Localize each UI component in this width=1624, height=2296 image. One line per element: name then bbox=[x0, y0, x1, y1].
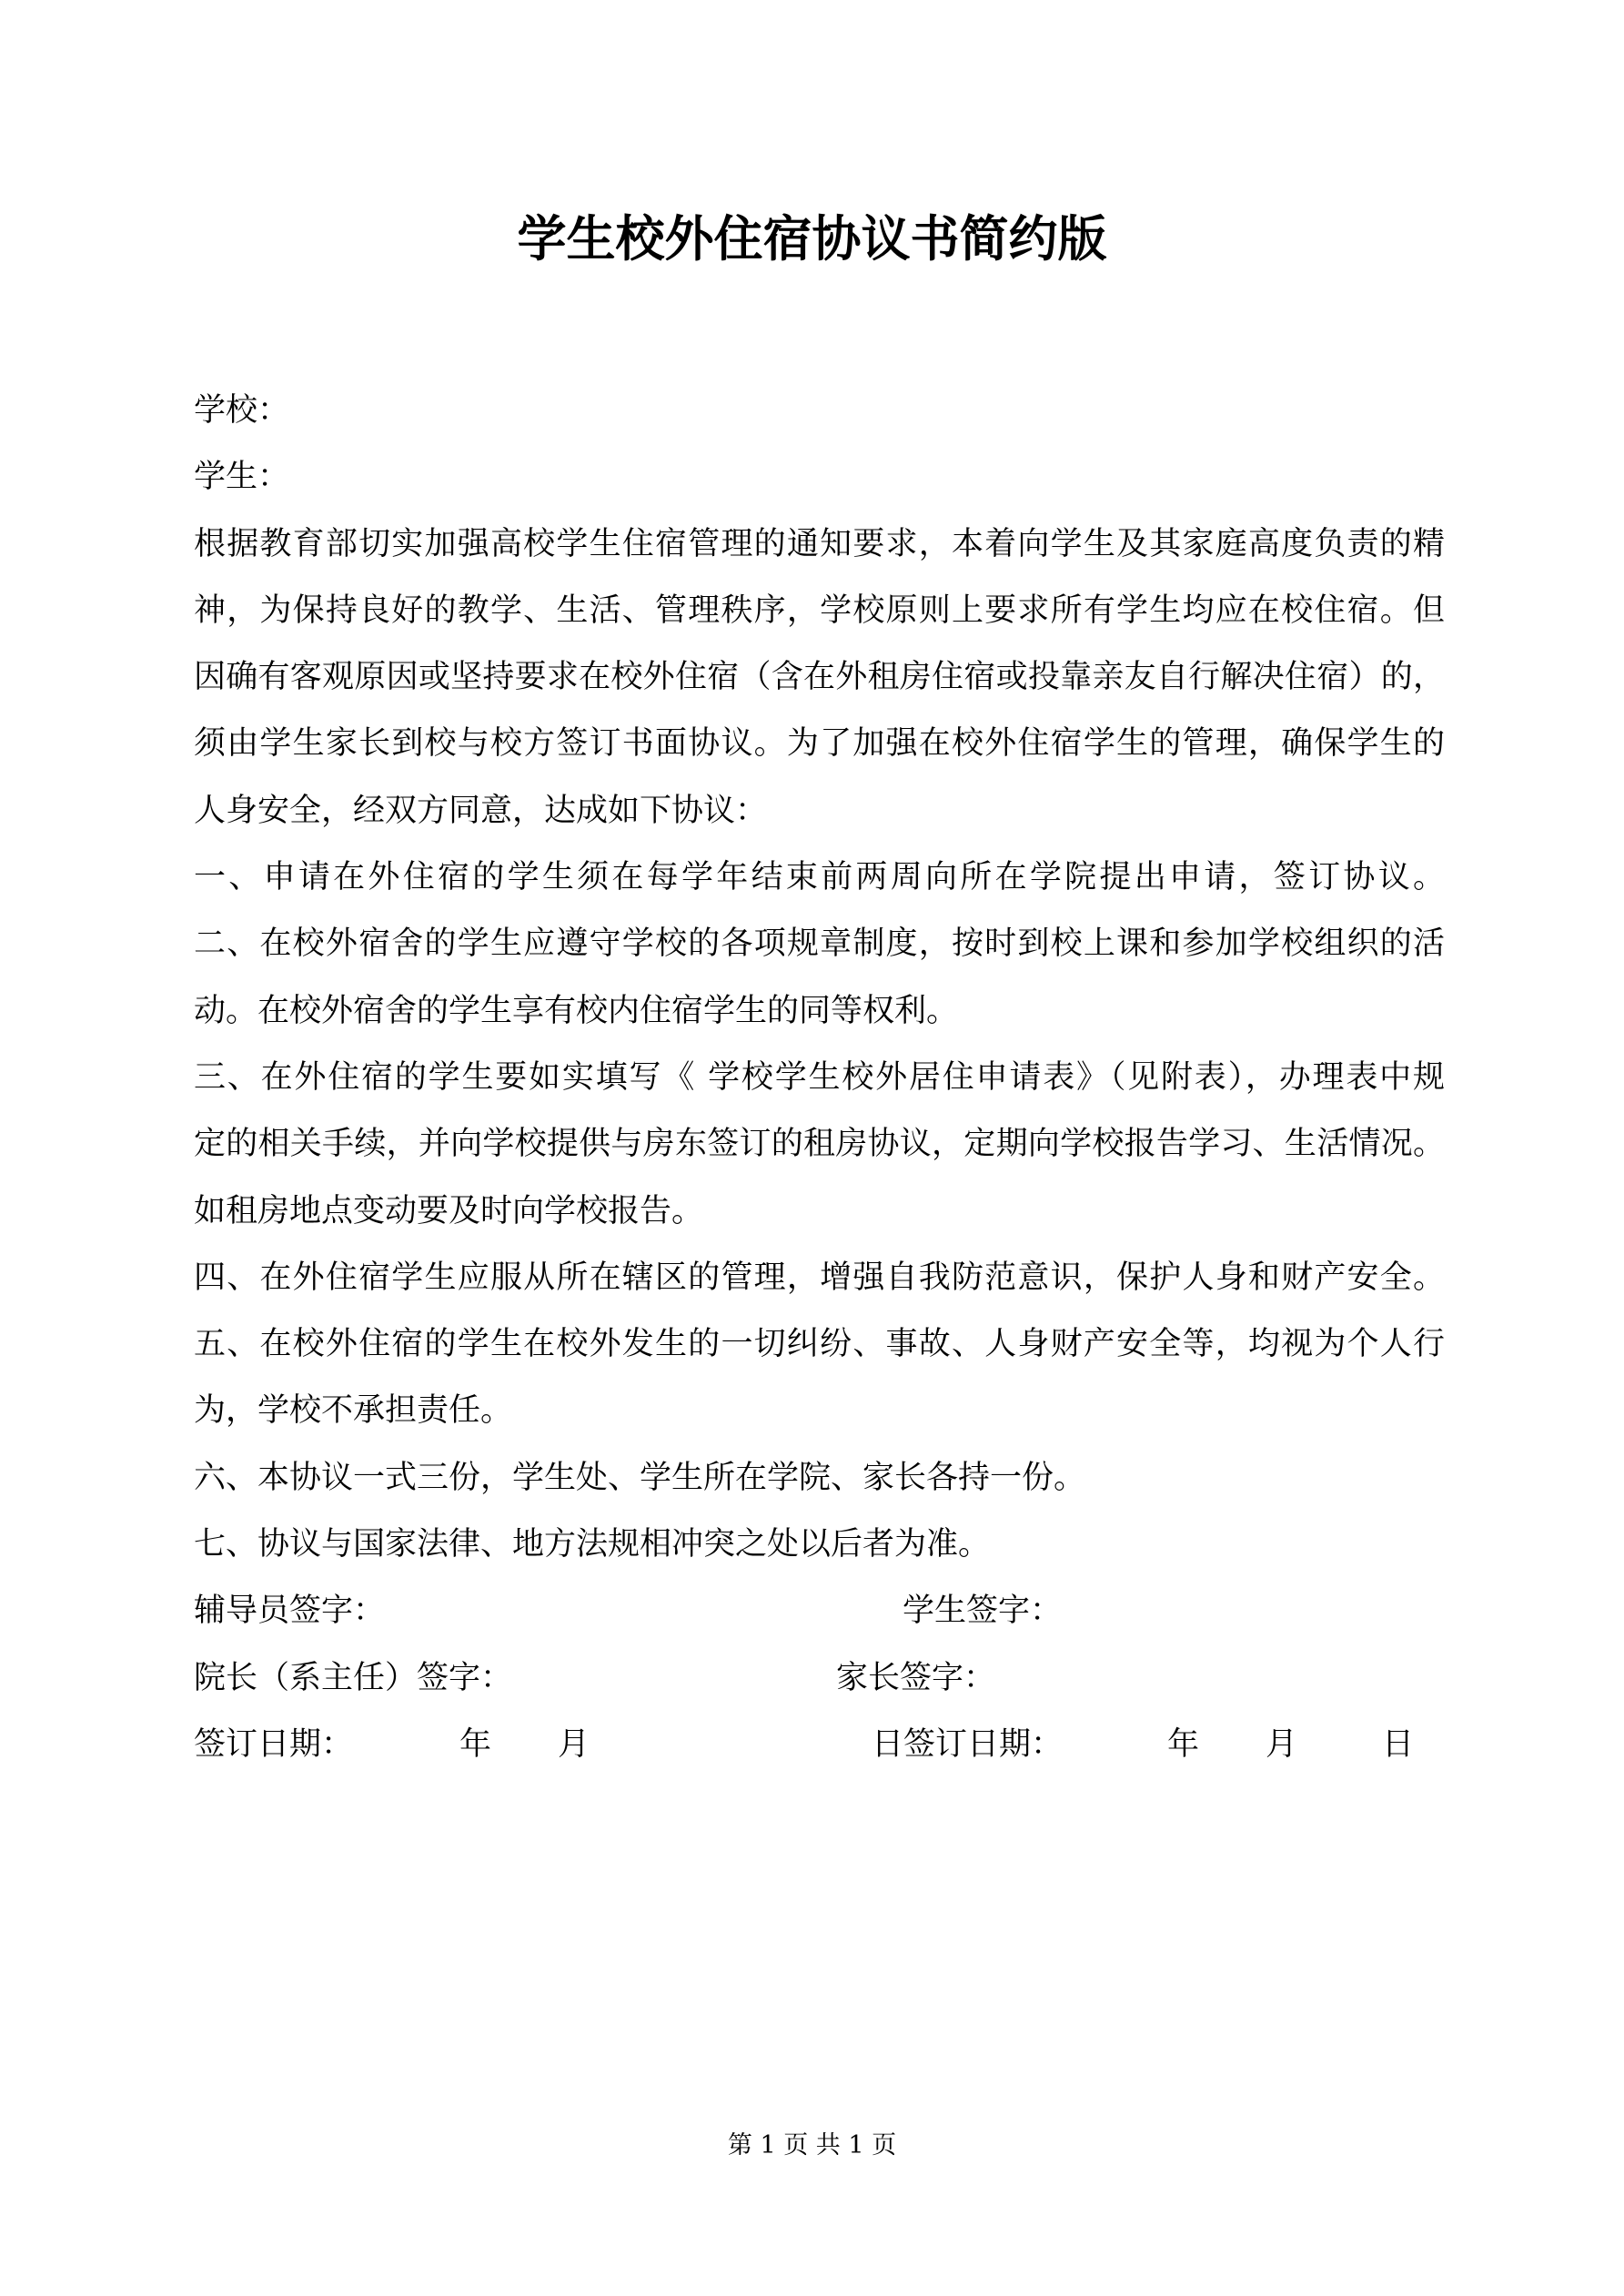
intro-paragraph bbox=[194, 511, 1445, 845]
dean-signature-label: 院长（系主任）签字： bbox=[194, 1659, 513, 1696]
month-label: 月 bbox=[558, 1725, 590, 1763]
party-school-line: 学校： bbox=[194, 392, 290, 429]
clause-line: 定的相关手续，并向学校提供与房东签订的租房协议，定期向学校报告学习、生活情况。 bbox=[194, 1126, 1445, 1163]
intro-line: 须由学生家长到校与校方签订书面协议。为了加强在校外住宿学生的管理，确保学生的 bbox=[194, 725, 1445, 763]
clause-line: 五、在校外住宿的学生在校外发生的一切纠纷、事故、人身财产安全等，均视为个人行 bbox=[194, 1326, 1445, 1363]
intro-line: 人身安全，经双方同意，达成如下协议： bbox=[194, 792, 768, 829]
clause-line: 三、在外住宿的学生要如实填写《 学校学生校外居住申请表》（见附表），办理表中规 bbox=[194, 1058, 1445, 1096]
student-signature-label: 学生签字： bbox=[903, 1593, 1063, 1630]
clause-line: 六、本协议一式三份，学生处、学生所在学院、家长各持一份。 bbox=[194, 1459, 1086, 1496]
clause-line: 如租房地点变动要及时向学校报告。 bbox=[194, 1192, 704, 1229]
clause-3 bbox=[194, 1045, 1445, 1245]
document-body bbox=[194, 378, 1445, 1778]
intro-line: 根据教育部切实加强高校学生住宿管理的通知要求，本着向学生及其家庭高度负责的精 bbox=[194, 525, 1445, 562]
clause-2 bbox=[194, 911, 1445, 1045]
month-label: 月 bbox=[1266, 1725, 1298, 1763]
clause-line: 七、协议与国家法律、地方法规相冲突之处以后者为准。 bbox=[194, 1526, 991, 1563]
party-student-line: 学生： bbox=[194, 459, 290, 496]
intro-line: 因确有客观原因或坚持要求在校外住宿（含在外租房住宿或投靠亲友自行解决住宿）的， bbox=[194, 659, 1445, 696]
clause-5 bbox=[194, 1311, 1445, 1445]
document-title: 学生校外住宿协议书简约版 bbox=[517, 209, 1107, 268]
clause-line: 四、在外住宿学生应服从所在辖区的管理，增强自我防范意识，保护人身和财产安全。 bbox=[194, 1259, 1445, 1296]
year-label: 年 bbox=[1167, 1725, 1200, 1763]
clause-6 bbox=[194, 1445, 1445, 1512]
day-signing-date-label: 日签订日期： bbox=[872, 1725, 1064, 1763]
clause-7 bbox=[194, 1512, 1445, 1578]
counselor-signature-label: 辅导员签字： bbox=[194, 1593, 386, 1630]
signature-row-1 bbox=[194, 1578, 1445, 1644]
clause-line: 为，学校不承担责任。 bbox=[194, 1392, 513, 1430]
year-label: 年 bbox=[459, 1725, 492, 1763]
parent-signature-label: 家长签字： bbox=[836, 1659, 996, 1696]
clause-1 bbox=[194, 845, 1445, 911]
signature-row-2 bbox=[194, 1645, 1445, 1712]
clause-line: 二、在校外宿舍的学生应遵守学校的各项规章制度，按时到校上课和参加学校组织的活 bbox=[194, 925, 1445, 963]
clause-4 bbox=[194, 1245, 1445, 1311]
signature-row-3 bbox=[194, 1712, 1445, 1778]
clause-line: 一、申请在外住宿的学生须在每学年结束前两周向所在学院提出申请，签订协议。 bbox=[194, 859, 1445, 896]
page-footer: 第 1 页 共 1 页 bbox=[727, 2131, 897, 2159]
day-label: 日 bbox=[1382, 1725, 1415, 1763]
intro-line: 神，为保持良好的教学、生活、管理秩序，学校原则上要求所有学生均应在校住宿。但 bbox=[194, 592, 1445, 629]
signing-date-label: 签订日期： bbox=[194, 1725, 354, 1763]
clause-line: 动。在校外宿舍的学生享有校内住宿学生的同等权利。 bbox=[194, 992, 959, 1029]
